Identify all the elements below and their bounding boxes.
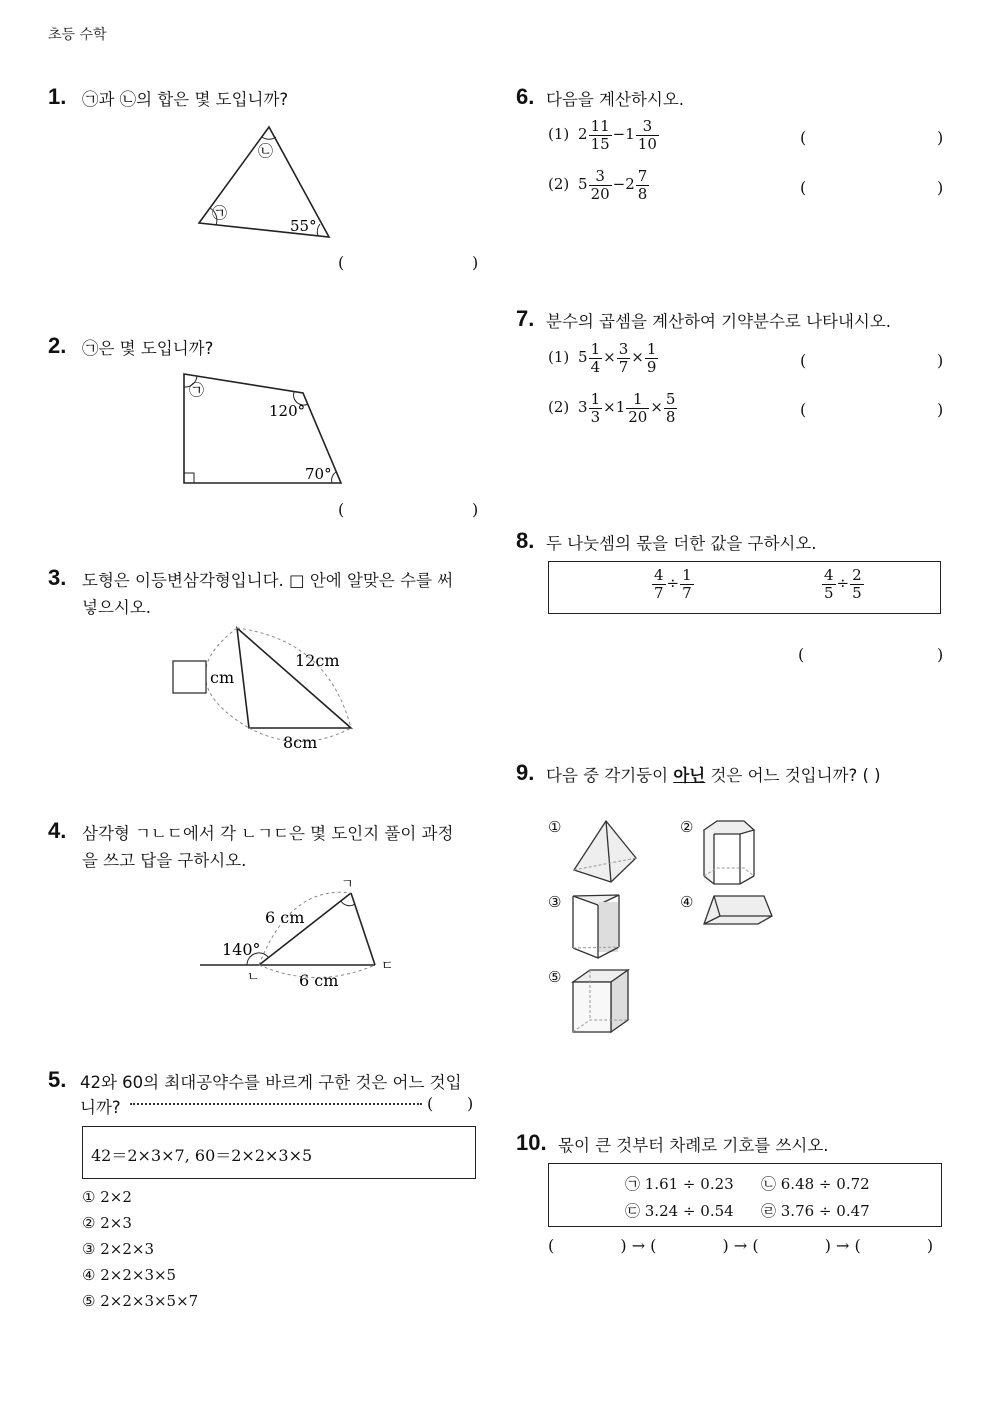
q8-expression-1 xyxy=(651,567,695,601)
q6-2-label: (2) xyxy=(548,175,570,193)
q8-answer-open: ( xyxy=(798,645,805,664)
q4-side1-label: 6 cm xyxy=(265,908,305,927)
question-3-text-line2: 넣으시오. xyxy=(82,598,152,617)
q6-2-op: − xyxy=(612,175,626,193)
q9-option-3-triangular-prism-figure[interactable] xyxy=(570,892,625,962)
question-2-figure xyxy=(175,365,355,495)
q1-angle-55-label: 55° xyxy=(290,217,317,235)
q6-2-den1: 20 xyxy=(590,184,610,203)
q7-1-num3: 1 xyxy=(646,340,657,358)
q8-expression-box xyxy=(548,561,941,614)
q8-e2-div: ÷ xyxy=(836,574,850,592)
q9-option-2-pentagonal-prism-figure[interactable] xyxy=(700,818,760,888)
q6-1-den1: 15 xyxy=(590,134,610,153)
q7-2-op2: × xyxy=(650,398,663,416)
q5-option-4[interactable]: ④ 2×2×3×5 xyxy=(82,1266,177,1284)
q10-item-3: ㉢ 3.24 ÷ 0.54 xyxy=(625,1202,734,1220)
q10-item-4: ㉣ 3.76 ÷ 0.47 xyxy=(761,1202,870,1220)
q7-2-den3: 8 xyxy=(665,407,676,426)
q8-e1-den2: 7 xyxy=(682,583,692,602)
q9-option-1-pyramid-figure[interactable] xyxy=(570,818,640,886)
question-6-text: 다음을 계산하시오. xyxy=(546,90,685,109)
question-9-text xyxy=(546,762,881,786)
q5-option-1[interactable]: ① 2×2 xyxy=(82,1188,132,1206)
q5-answer-open: ( xyxy=(427,1094,434,1113)
q7-1-den1: 4 xyxy=(590,357,601,376)
q6-1-label: (1) xyxy=(548,125,570,143)
q9-option-5-cuboid-figure[interactable] xyxy=(570,966,635,1036)
question-2-text: ㉠은 몇 도입니까? xyxy=(82,339,214,358)
q8-e2-num1: 4 xyxy=(824,566,834,584)
q7-2-den1: 3 xyxy=(590,407,601,426)
q6-2-num1: 3 xyxy=(589,168,612,186)
q7-2-op1: × xyxy=(603,398,616,416)
question-5-number: 5. xyxy=(48,1067,67,1092)
q9-option-4-trapezoid-prism-figure[interactable] xyxy=(700,890,775,930)
q7-1-num2: 3 xyxy=(618,340,629,358)
question-5-text-line2: 니까? xyxy=(80,1098,121,1117)
q6-2-whole1: 5 xyxy=(578,175,588,193)
q8-e1-div: ÷ xyxy=(666,574,680,592)
q7-2-num2: 1 xyxy=(626,391,649,409)
q8-expression-2 xyxy=(821,567,865,601)
q8-e1-num1: 4 xyxy=(654,566,664,584)
q7-1-answer-open: ( xyxy=(800,351,807,370)
q3-unit-label: cm xyxy=(210,668,235,687)
q6-1-op: − xyxy=(612,125,626,143)
q5-answer-close: ) xyxy=(467,1094,474,1113)
q2-angle-a-label: ㉠ xyxy=(189,381,205,399)
question-1-figure xyxy=(190,120,340,245)
q9-option-3-label[interactable]: ③ xyxy=(548,893,562,911)
question-6-number: 6. xyxy=(516,84,535,109)
q5-option-5[interactable]: ⑤ 2×2×3×5×7 xyxy=(82,1292,199,1310)
q7-item-1 xyxy=(548,341,659,375)
q10-answer-sequence: ( ) → ( ) → ( ) → ( ) xyxy=(548,1236,934,1255)
q1-angle-a-label: ㉠ xyxy=(212,204,228,222)
q7-2-whole1: 3 xyxy=(578,398,588,416)
q7-2-den2: 20 xyxy=(628,407,648,426)
q9-text-post: 것은 어느 것입니까? ( ) xyxy=(705,766,881,785)
page-header: 초등 수학 xyxy=(48,27,107,43)
q6-1-num2: 3 xyxy=(636,118,659,136)
q5-option-3[interactable]: ③ 2×2×3 xyxy=(82,1240,154,1258)
q8-answer-close: ) xyxy=(937,645,944,664)
question-8-number: 8. xyxy=(516,528,535,553)
q7-2-num3: 5 xyxy=(665,390,676,408)
q6-2-num2: 7 xyxy=(637,167,648,185)
q6-1-num1: 11 xyxy=(590,117,610,135)
q7-1-op1: × xyxy=(603,348,616,366)
q8-e2-den2: 5 xyxy=(852,583,862,602)
q7-2-whole2: 1 xyxy=(615,398,626,416)
q2-angle-70-label: 70° xyxy=(305,465,332,483)
q1-answer-close: ) xyxy=(472,253,479,272)
q7-2-label: (2) xyxy=(548,398,570,416)
q8-e2-num2: 2 xyxy=(852,566,862,584)
q2-answer-open: ( xyxy=(338,500,345,519)
q7-1-num1: 1 xyxy=(590,340,601,358)
q6-item-2 xyxy=(548,168,650,202)
q10-expression-box xyxy=(548,1163,942,1227)
q7-1-op2: × xyxy=(631,348,644,366)
question-3-number: 3. xyxy=(48,565,67,590)
q6-2-whole2: 2 xyxy=(625,175,635,193)
q4-vertex-d: ㄷ xyxy=(381,959,394,974)
question-9-number: 9. xyxy=(516,760,535,785)
q4-vertex-n: ㄴ xyxy=(247,970,260,985)
q6-2-answer-open: ( xyxy=(800,178,807,197)
q6-1-answer-close: ) xyxy=(937,128,944,147)
q9-option-5-label[interactable]: ⑤ xyxy=(548,968,562,986)
q9-option-4-label[interactable]: ④ xyxy=(680,893,694,911)
q6-1-whole1: 2 xyxy=(578,125,588,143)
q6-1-den2: 10 xyxy=(637,134,657,153)
q5-option-2[interactable]: ② 2×3 xyxy=(82,1214,132,1232)
question-8-text: 두 나눗셈의 몫을 더한 값을 구하시오. xyxy=(546,534,817,553)
question-3-text-line1: 도형은 이등변삼각형입니다. □ 안에 알맞은 수를 써 xyxy=(82,571,454,590)
q7-1-answer-close: ) xyxy=(937,351,944,370)
q5-given-text: 42＝2×3×7, 60＝2×2×3×5 xyxy=(91,1146,313,1165)
q9-text-emphasis: 아닌 xyxy=(673,766,706,785)
q5-dotted-leader xyxy=(130,1103,422,1105)
question-7-text: 분수의 곱셈을 계산하여 기약분수로 나타내시오. xyxy=(546,312,892,331)
q7-1-den3: 9 xyxy=(646,357,657,376)
q2-answer-close: ) xyxy=(472,500,479,519)
q6-1-answer-open: ( xyxy=(800,128,807,147)
q7-2-answer-close: ) xyxy=(937,400,944,419)
q1-answer-open: ( xyxy=(338,253,345,272)
q6-1-whole2: 1 xyxy=(625,125,635,143)
question-5-text-line1: 42와 60의 최대공약수를 바르게 구한 것은 어느 것입 xyxy=(80,1073,462,1092)
question-4-text-line1: 삼각형 ㄱㄴㄷ에서 각 ㄴㄱㄷ은 몇 도인지 풀이 과정 xyxy=(82,824,454,843)
q4-vertex-g: ㄱ xyxy=(341,877,354,892)
q4-angle-label: 140° xyxy=(222,940,261,959)
question-1-number: 1. xyxy=(48,84,67,109)
q9-option-2-label[interactable]: ② xyxy=(680,818,694,836)
question-10-text: 몫이 큰 것부터 차례로 기호를 쓰시오. xyxy=(558,1136,829,1155)
q5-given-box xyxy=(82,1126,476,1179)
question-4-figure xyxy=(195,875,410,995)
q3-side-8cm-label: 8cm xyxy=(283,733,318,752)
q7-1-label: (1) xyxy=(548,348,570,366)
q9-text-pre: 다음 중 각기둥이 xyxy=(546,766,674,785)
q3-answer-box xyxy=(173,661,206,693)
q6-item-1 xyxy=(548,118,660,152)
question-4-number: 4. xyxy=(48,818,67,843)
question-4-text-line2: 을 쓰고 답을 구하시오. xyxy=(82,851,247,870)
question-7-number: 7. xyxy=(516,306,535,331)
q7-item-2 xyxy=(548,391,678,425)
q9-option-1-label[interactable]: ① xyxy=(548,818,562,836)
q8-e1-den1: 7 xyxy=(654,583,664,602)
q3-side-12cm-label: 12cm xyxy=(295,651,340,670)
question-2-number: 2. xyxy=(48,333,67,358)
q8-e1-num2: 1 xyxy=(682,566,692,584)
q4-side2-label: 6 cm xyxy=(299,971,339,990)
q10-item-2: ㉡ 6.48 ÷ 0.72 xyxy=(761,1175,870,1193)
question-3-figure xyxy=(168,620,378,760)
q7-2-answer-open: ( xyxy=(800,400,807,419)
q7-2-num1: 1 xyxy=(590,390,601,408)
q7-1-den2: 7 xyxy=(618,357,629,376)
q6-2-answer-close: ) xyxy=(937,178,944,197)
question-10-number: 10. xyxy=(516,1130,547,1155)
question-1-text: ㉠과 ㉡의 합은 몇 도입니까? xyxy=(82,90,289,109)
q2-angle-120-label: 120° xyxy=(269,402,306,420)
q1-angle-b-label: ㉡ xyxy=(258,142,274,160)
q8-e2-den1: 5 xyxy=(824,583,834,602)
q10-item-1: ㉠ 1.61 ÷ 0.23 xyxy=(625,1175,734,1193)
q6-2-den2: 8 xyxy=(637,184,648,203)
q7-1-whole1: 5 xyxy=(578,348,588,366)
